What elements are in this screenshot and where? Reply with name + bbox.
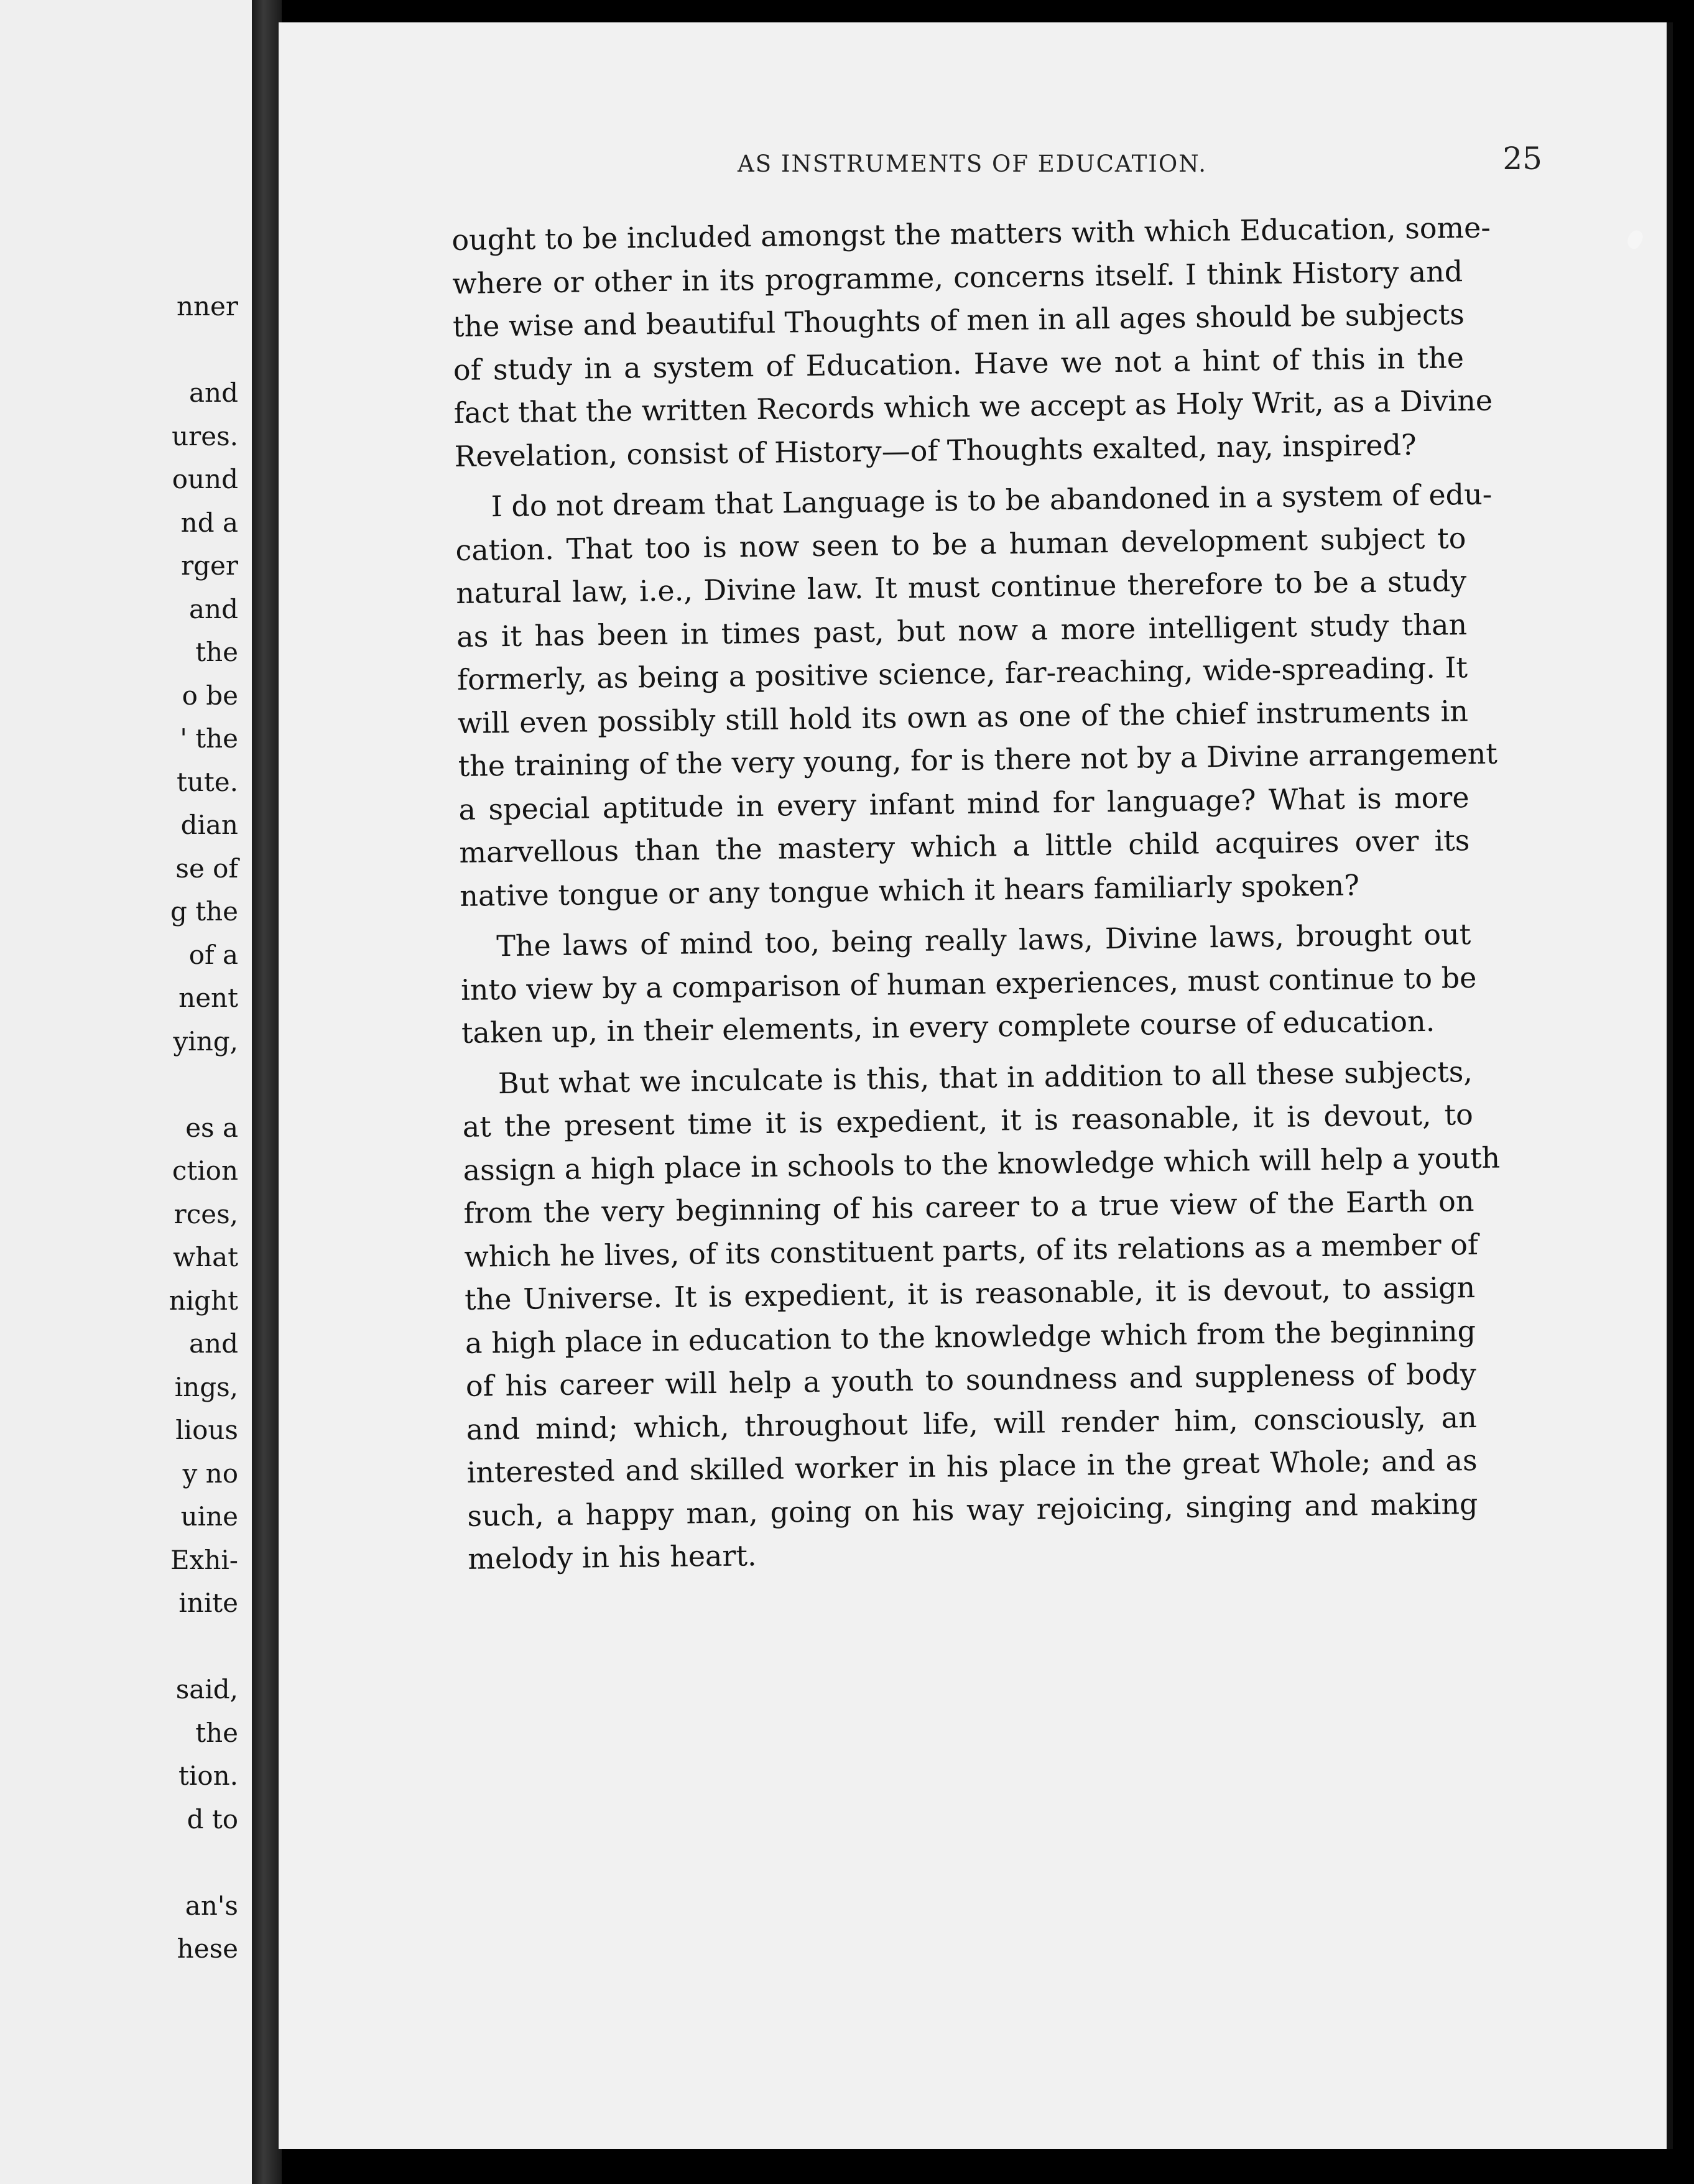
text-line: assign a high place in schools to the knowledge which will help a youth bbox=[463, 1141, 1501, 1187]
text-line: the Universe. It is expedient, it is reasonable, it is devout, to assign bbox=[464, 1270, 1476, 1316]
text-line: where or other in its programme, concerns itself. I think History and bbox=[451, 254, 1463, 300]
left-page-line: g the bbox=[170, 896, 238, 927]
left-page-line: dian bbox=[180, 810, 238, 840]
left-page-line: o be bbox=[182, 680, 238, 711]
left-page-line bbox=[169, 1063, 238, 1106]
left-page-line: hese bbox=[177, 1933, 238, 1964]
paragraph bbox=[451, 206, 1493, 478]
text-line: the wise and beautiful Thoughts of men in all ages should be subjects bbox=[452, 297, 1465, 343]
text-line: fact that the written Records which we accept as Holy Writ, as a Divine bbox=[453, 383, 1493, 430]
left-page-line bbox=[169, 1625, 238, 1668]
page-speck bbox=[1624, 228, 1645, 251]
left-page-line: and bbox=[189, 593, 238, 624]
left-page-line: night bbox=[169, 1285, 238, 1316]
left-page-line: ying, bbox=[173, 1025, 238, 1057]
left-page-line: and bbox=[189, 1328, 238, 1359]
left-page-line: se of bbox=[175, 853, 238, 884]
text-line: from the very beginning of his career to a true view of the Earth on bbox=[463, 1184, 1474, 1230]
left-page-line: the bbox=[195, 637, 238, 667]
left-page-line: lious bbox=[175, 1415, 238, 1445]
left-page-line bbox=[169, 1841, 238, 1884]
text-line: The laws of mind too, being really laws, Divine laws, brought out bbox=[496, 917, 1471, 963]
text-line: will even possibly still hold its own as one of the chief instruments in bbox=[457, 693, 1469, 740]
text-line: the training of the very young, for is there not by a Divine arrangement bbox=[458, 736, 1498, 783]
left-page-line: ound bbox=[172, 464, 238, 494]
page-number: 25 bbox=[1502, 141, 1542, 177]
left-page-line: said, bbox=[175, 1674, 238, 1705]
left-page-line: and bbox=[189, 377, 238, 408]
paragraph bbox=[462, 1050, 1501, 1581]
left-page-line: what bbox=[173, 1242, 238, 1272]
left-page-line: rger bbox=[181, 550, 238, 581]
text-line: a high place in education to the knowledge which from the beginning bbox=[465, 1313, 1476, 1360]
left-page-line: uine bbox=[180, 1501, 238, 1532]
right-page bbox=[279, 22, 1673, 2149]
text-line: melody in his heart. bbox=[467, 1539, 757, 1576]
left-page-line: an's bbox=[185, 1890, 238, 1921]
text-line: ought to be included amongst the matters with which Education, some- bbox=[451, 210, 1491, 257]
left-page-line: the bbox=[195, 1717, 238, 1748]
text-line: marvellous than the mastery which a little child acquires over its bbox=[459, 823, 1470, 869]
left-page-fragment bbox=[0, 0, 252, 2184]
left-page-line: nd a bbox=[180, 507, 238, 538]
text-line: a special aptitude in every infant mind for language? What is more bbox=[458, 780, 1470, 826]
text-line: natural law, i.e., Divine law. It must continue therefore to be a study bbox=[456, 564, 1467, 610]
left-page-line: tion. bbox=[178, 1761, 238, 1791]
text-line: such, a happy man, going on his way rejoicing, singing and making bbox=[467, 1486, 1478, 1533]
paragraph bbox=[460, 913, 1477, 1055]
text-line: native tongue or any tongue which it hears familiarly spoken? bbox=[459, 868, 1360, 913]
running-title: AS INSTRUMENTS OF EDUCATION. bbox=[738, 150, 1207, 177]
text-line: I do not dream that Language is to be abandoned in a system of edu- bbox=[491, 477, 1493, 524]
left-page-line: d to bbox=[187, 1803, 238, 1835]
left-page-line bbox=[169, 328, 238, 372]
book-gutter bbox=[252, 0, 282, 2184]
left-page-line: of a bbox=[188, 939, 238, 970]
left-page-line: es a bbox=[185, 1112, 238, 1143]
left-page-line: nent bbox=[178, 983, 238, 1013]
left-page-text bbox=[169, 285, 238, 1971]
left-page-line: ction bbox=[172, 1155, 238, 1186]
text-line: of study in a system of Education. Have we not a hint of this in the bbox=[453, 340, 1465, 387]
left-page-line: tute. bbox=[176, 766, 238, 797]
text-line: formerly, as being a positive science, far-reaching, wide-spreading. It bbox=[456, 650, 1468, 696]
text-line: into view by a comparison of human experiences, must continue to be bbox=[460, 960, 1477, 1007]
text-line: But what we inculcate is this, that in addition to all these subjects, bbox=[498, 1054, 1473, 1100]
paragraph bbox=[455, 473, 1498, 918]
left-page-line: y no bbox=[182, 1458, 238, 1489]
text-line: taken up, in their elements, in every complete course of education. bbox=[461, 1004, 1435, 1050]
text-line: which he lives, of its constituent parts, of its relations as a member of bbox=[464, 1227, 1479, 1274]
text-line: as it has been in times past, but now a more intelligent study than bbox=[456, 607, 1468, 654]
text-line: Revelation, consist of History—of Thoughts exalted, nay, inspired? bbox=[454, 427, 1417, 473]
text-line: of his career will help a youth to soundness and suppleness of body bbox=[465, 1357, 1477, 1403]
left-page-line: inite bbox=[178, 1588, 238, 1618]
left-page-line: ures. bbox=[172, 420, 238, 451]
text-line: interested and skilled worker in his place in the great Whole; and as bbox=[466, 1443, 1478, 1489]
text-line: cation. That too is now seen to be a human development subject to bbox=[455, 521, 1466, 567]
left-page-line: Exhi- bbox=[170, 1544, 238, 1575]
text-line: at the present time it is expedient, it is reasonable, it is devout, to bbox=[462, 1098, 1474, 1144]
text-line: and mind; which, throughout life, will render him, consciously, an bbox=[466, 1400, 1477, 1446]
left-page-line: rces, bbox=[174, 1198, 238, 1229]
left-page-line: nner bbox=[176, 291, 238, 322]
body-text bbox=[451, 206, 1501, 1588]
left-page-line: ings, bbox=[174, 1371, 238, 1402]
left-page-line: ' the bbox=[180, 723, 238, 754]
